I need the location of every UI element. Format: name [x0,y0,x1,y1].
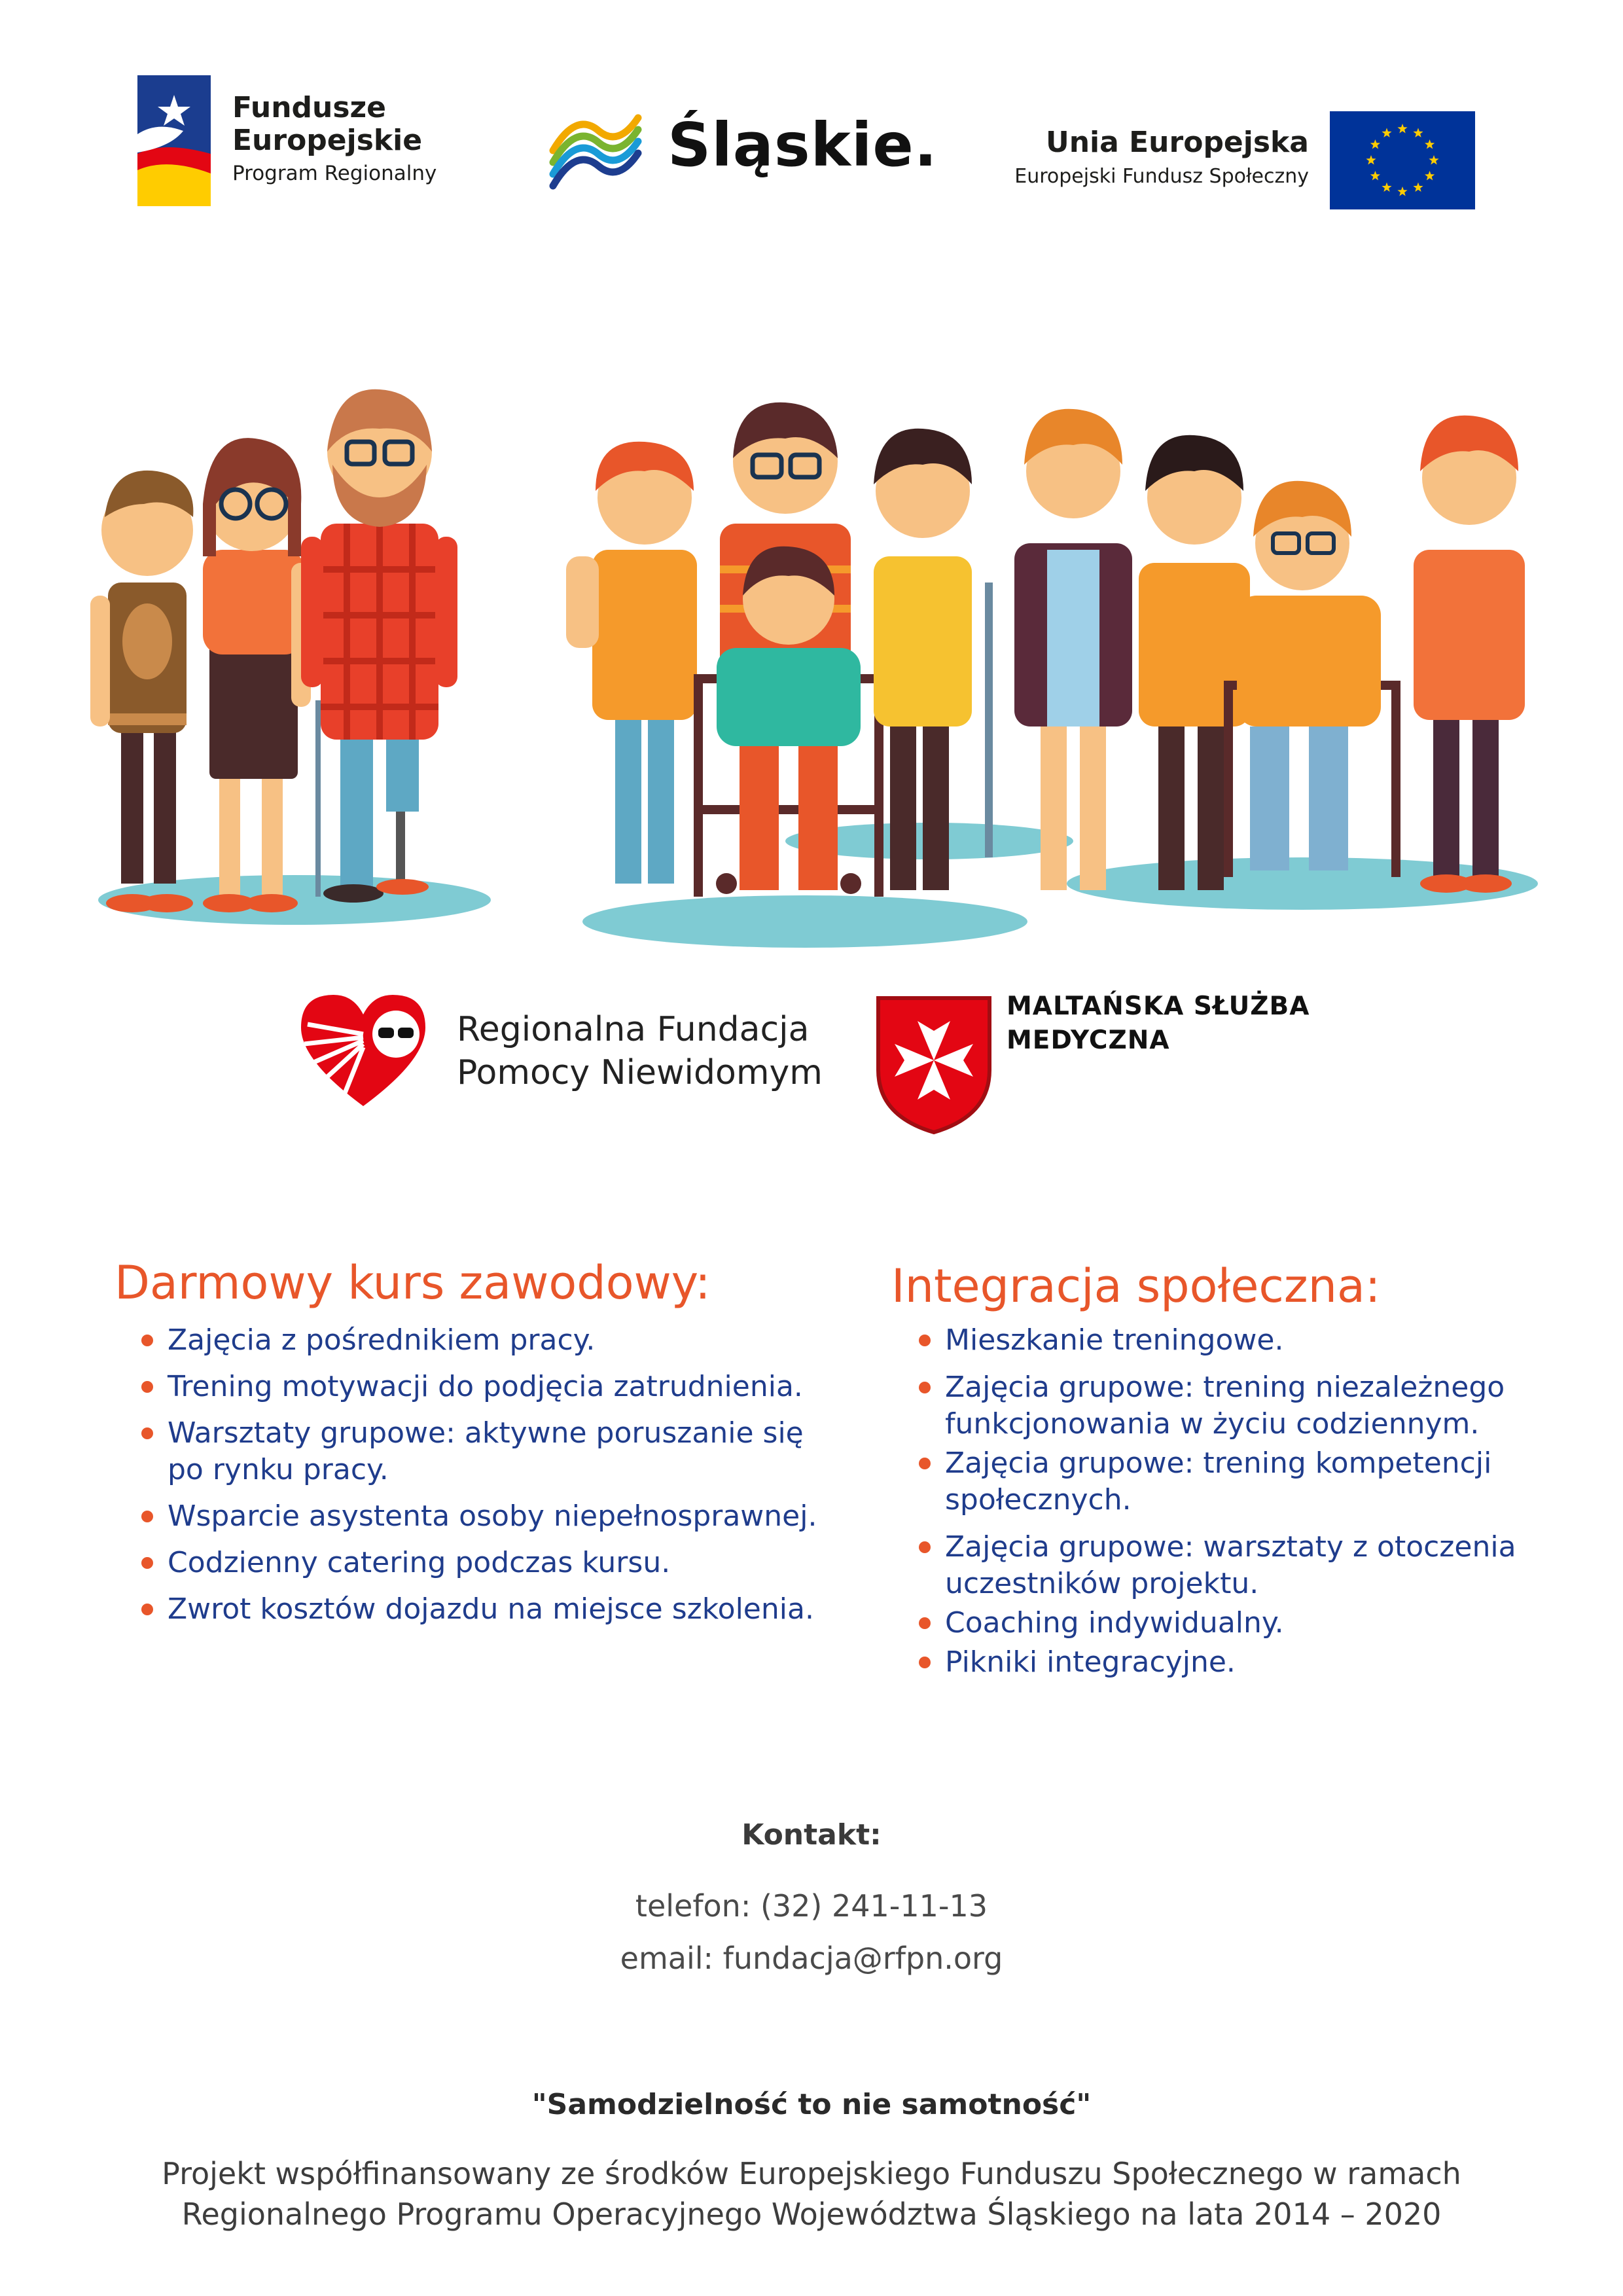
ue-line1: Unia Europejska [1045,126,1309,159]
list-item: Zajęcia z pośrednikiem pracy. [137,1322,844,1359]
rfpn-line1: Regionalna Fundacja [457,1010,810,1049]
group-of-people-illustration [72,308,1551,949]
ue-line2: Europejski Fundusz Społeczny [1014,165,1309,188]
list-item: Mieszkanie treningowe. [915,1322,1569,1359]
list-item: Codzienny catering podczas kursu. [137,1545,844,1581]
list-item: Zajęcia grupowe: trening niezależnego funkcjonowania w życiu codziennym. [915,1369,1569,1443]
course-title: Darmowy kurs zawodowy: [115,1256,711,1310]
slaskie-waves-icon [546,105,645,196]
rfpn-text [457,1008,823,1094]
list-item: Zajęcia grupowe: trening kompetencji społecznych. [915,1445,1569,1518]
footer-line1: Projekt współfinansowany ze środków Europejskiego Funduszu Społecznego w ramach [162,2156,1461,2191]
eu-flag-icon [1330,111,1475,209]
contact-phone: telefon: (32) 241-11-13 [635,1888,988,1924]
fundusze-europejskie-flag-icon [137,75,211,206]
msm-line2: MEDYCZNA [1007,1026,1170,1055]
fe-line2: Europejskie [232,124,423,157]
integration-title: Integracja społeczna: [891,1259,1381,1313]
msm-line1: MALTAŃSKA SŁUŻBA [1007,992,1310,1021]
ue-text [916,126,1309,190]
contact-heading: Kontakt: [741,1818,882,1852]
slaskie-logo-mark [546,105,645,199]
footer-line2: Regionalnego Programu Operacyjnego Województwa Śląskiego na lata 2014 – 2020 [181,2197,1442,2232]
list-item: Zwrot kosztów dojazdu na miejsce szkolenia. [137,1591,844,1628]
contact-email: email: fundacja@rfpn.org [620,1941,1003,1976]
list-item: Coaching indywidualny. [915,1605,1569,1641]
fundusze-europejskie-text [232,92,437,187]
fe-line1: Fundusze [232,91,386,124]
eu-flag [1330,111,1475,212]
list-item: Warsztaty grupowe: aktywne poruszanie się po rynku pracy. [137,1415,844,1488]
people-illustration [72,308,1551,952]
integration-list [915,1322,1569,1683]
motto: "Samodzielność to nie samotność" [531,2088,1092,2121]
rfpn-line2: Pomocy Niewidomym [457,1053,823,1092]
maltese-cross-shield-icon [872,992,996,1136]
list-item: Zajęcia grupowe: warsztaty z otoczenia uczestników projektu. [915,1529,1569,1602]
slaskie-logo-text: Śląskie. [668,110,938,180]
red-heart-with-glasses-icon [294,988,432,1113]
rfpn-logo [294,988,432,1115]
list-item: Trening motywacji do podjęcia zatrudnienia. [137,1369,844,1405]
footer-note [0,2153,1623,2234]
list-item: Wsparcie asystenta osoby niepełnosprawnej. [137,1498,844,1535]
course-list [137,1322,844,1638]
list-item: Pikniki integracyjne. [915,1644,1569,1681]
fundusze-europejskie-logo [137,75,211,209]
fe-line3: Program Regionalny [232,162,437,185]
msm-text [1007,990,1310,1058]
msm-logo [872,992,996,1138]
